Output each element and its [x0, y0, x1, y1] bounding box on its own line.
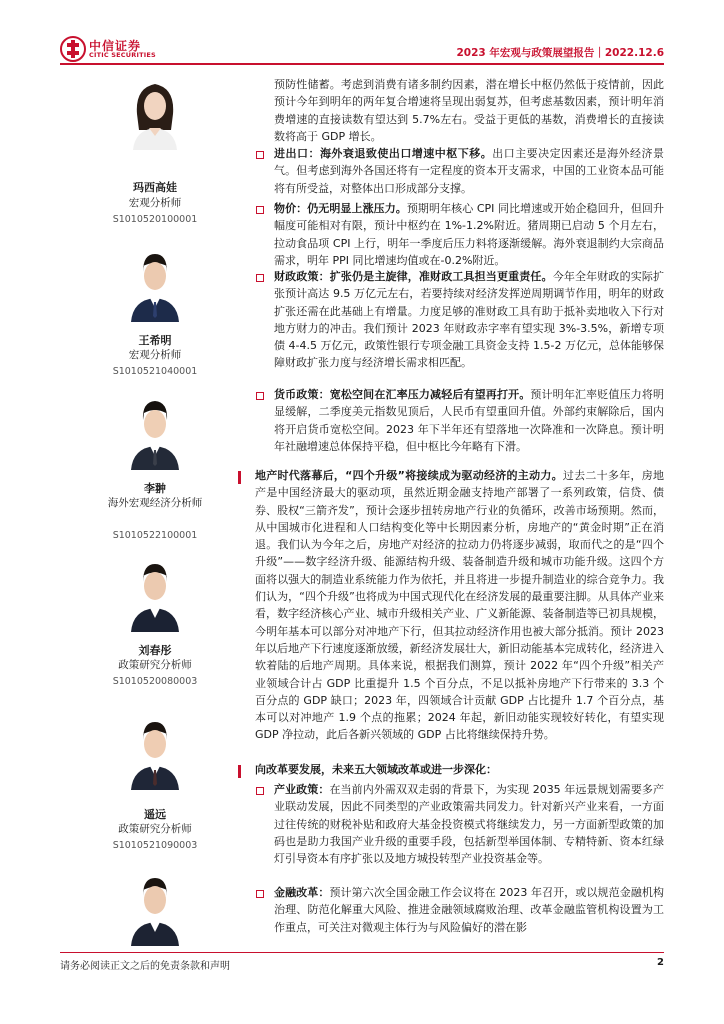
analyst-id: S1010520100001 [112, 214, 198, 225]
bullet-square-icon [256, 787, 264, 795]
bullet-square-icon [256, 890, 264, 898]
section-four-upgrades [255, 467, 664, 744]
avatar [127, 870, 183, 946]
bullet-title: 货币政策：宽松空间在汇率压力减轻后有望再打开。 [274, 388, 531, 401]
bullet-exports [274, 145, 664, 197]
analyst-role: 政策研究分析师 [118, 823, 192, 835]
analyst-name: 玛西高娃 [133, 181, 177, 194]
report-title: 2023 年宏观与政策展望报告｜2022.12.6 [456, 47, 664, 59]
bullet-prices [274, 200, 664, 269]
analyst-role: 政策研究分析师 [118, 659, 192, 671]
analyst-name: 李翀 [144, 482, 166, 495]
page-header [0, 0, 724, 64]
analyst-role: 宏观分析师 [128, 349, 182, 361]
bullet-industry-policy [274, 781, 664, 867]
bullet-title: 产业政策： [274, 783, 330, 796]
bullet-financial-reform [274, 884, 664, 936]
bullet-square-icon [256, 274, 264, 282]
header-divider [60, 63, 664, 65]
bullet-title: 物价：仍无明显上涨压力。 [274, 202, 407, 215]
analyst-role: 海外宏观经济分析师 [107, 497, 203, 509]
bullet-text: 出口主要决定因素还是海外经济景气。但考虑到海外各国还将有一定程度的资本开支需求，中国的工业资本品可能将有所受益，对整体出口形成部分支撑。 [274, 147, 665, 195]
body-paragraph: 预防性储蓄。考虑到消费有诸多制约因素，潜在增长中枢仍然低于疫情前，因此预计今年到明年的两年复合增速将呈现出弱复苏，但考虑基数因素，预计明年消费增速的直接读数有望达到 5.7%左右。受益于更低的基数，消费增长的直接读数将高于 GDP 增长。 [274, 78, 664, 143]
bullet-text: 预期明年核心 CPI 同比增速或开始企稳回升，但回升幅度可能相对有限，预计中枢约在 1%-1.2%附近。猪周期已启动 5 个月左右，拉动食品项 CPI 上行，明年一季度后压力料将逐渐缓解。海外衰退制约大宗商品需求，明年 PPI 同比增速均值或在-0.2%附近。 [274, 202, 664, 267]
analyst-role: 宏观分析师 [128, 197, 182, 209]
analyst-id: S1010520080003 [112, 676, 198, 687]
bullet-title: 财政政策：扩张仍是主旋律，准财政工具担当更重责任。 [274, 270, 553, 283]
avatar [127, 714, 183, 790]
citic-logo [60, 36, 180, 62]
bullet-square-icon [256, 392, 264, 400]
logo-chinese-text: 中信证券 [89, 39, 142, 53]
logo-english-text: CITIC SECURITIES [89, 51, 156, 59]
page-number: 2 [657, 957, 664, 968]
analyst-name: 王希明 [138, 334, 172, 347]
avatar [127, 246, 183, 322]
section-reform [255, 761, 664, 778]
section-text: 过去二十多年，房地产是中国经济最大的驱动项，虽然近期金融支持地产部署了一系列政策，信贷、债券、股权“三箭齐发”，预计会逐步扭转房地产行业的负循环，改善市场预期。然而，从中国城市化进程和人口结构变化等中长期因素分析，房地产的“黄金时期”正在消退。我们认为今年之后，房地产对经济的拉动力仍将逐步减弱，取而代之的是“四个升级”——数字经济升级、能源结构升级、装备制造升级和城市功能升级。这四个方面将以强大的制造业系统能力作为依托，并且将进一步提升制造业的综合竞争力。我们认为，“四个升级”也将成为中国式现代化在经济发展的最重要注脚。从具体产业来看，数字经济核心产业、城市升级相关产业、广义新能源、装备制造等已初具规模，今明年基本可以部分对冲地产下行，但其拉动经济作用也被大部分抵消。预计 2023 年以后地产下行速度逐渐放缓，新经济发展壮大，新旧动能基本完成转化，经济进入软着陆的后地产周期。具体来说，根据我们测算，预计 2022 年“四个升级”相关产业领域合计占 GDP 比重提升 1.5 个百分点，不足以抵补房地产下行带来的 3.3 个百分点的 GDP 缺口；2023 年，四领域合计贡献 GDP 占比提升 1.7 个百分点，基本可以对冲地产 1.9 个点的拖累；2024 年起，新旧动能实现较好转化，有望实现 GDP 净拉动，此后各新兴领域的 GDP 占比将继续保持升势。 [255, 469, 664, 742]
analyst-name: 刘春彤 [138, 644, 172, 657]
section-marker [238, 765, 241, 778]
bullet-square-icon [256, 206, 264, 214]
section-title: 地产时代落幕后，“四个升级”将接续成为驱动经济的主动力。 [255, 469, 563, 482]
avatar [127, 394, 183, 470]
avatar [127, 74, 183, 150]
footer-divider [60, 952, 664, 953]
analyst-id: S1010522100001 [112, 530, 198, 541]
section-title: 向改革要发展，未来五大领域改革或进一步深化： [255, 763, 497, 776]
bullet-text: 在当前内外需双双走弱的背景下，为实现 2035 年远景规划需要多产业联动发展，因此不同类型的产业政策需共同发力。针对新兴产业来看，一方面过往传统的财税补贴和政府大基金投资模式将继续发力，另一方面新型政策的加码也是助力我国产业升级的重要手段，包括新型举国体制、专精特新、资本红绿灯引导资本有序扩张以及地方城投转型产业投资基金等。 [274, 783, 664, 866]
bullet-text: 今年全年财政的实际扩张预计高达 9.5 万亿元左右，若要持续对经济发挥逆周期调节作用，明年的财政扩张还需在此基础上有增量。力度足够的准财政工具有助于抵补卖地收入下行对地方财力的冲击。我们预计 2023 年财政赤字率有望实现 3%-3.5%，新增专项债 4-4.5 万亿元，政策性银行专项金融工具资金支持 1.5-2 万亿元，总体能够保障财政扩张力度与经济增长需求相匹配。 [274, 270, 665, 370]
analyst-name: 遥远 [144, 808, 166, 821]
bullet-fiscal [274, 268, 664, 372]
section-marker [238, 471, 241, 484]
analyst-id: S1010521040001 [112, 366, 198, 377]
bullet-text: 预计明年汇率贬值压力将明显缓解，二季度美元指数见顶后，人民币有望重回升值。外部约束解除后，国内将开启货币宽松空间。2023 年下半年还有望落地一次降准和一次降息。预计明年社融增速总体保持平稳，但中枢比今年略有下滑。 [274, 388, 665, 453]
citic-logo-icon [60, 36, 86, 62]
bullet-text: 预计第六次全国金融工作会议将在 2023 年召开，或以规范金融机构治理、防范化解重大风险、推进金融领域腐败治理、改革金融监管机构设置为工作重点，可关注对微观主体行为与风险偏好的潜在影 [274, 886, 664, 934]
footer-disclaimer: 请务必阅读正文之后的免责条款和声明 [60, 961, 230, 972]
analyst-id: S1010521090003 [112, 840, 198, 851]
bullet-monetary [274, 386, 664, 455]
bullet-square-icon [256, 151, 264, 159]
avatar [127, 556, 183, 632]
bullet-title: 金融改革： [274, 886, 330, 899]
bullet-title: 进出口：海外衰退致使出口增速中枢下移。 [274, 147, 493, 160]
